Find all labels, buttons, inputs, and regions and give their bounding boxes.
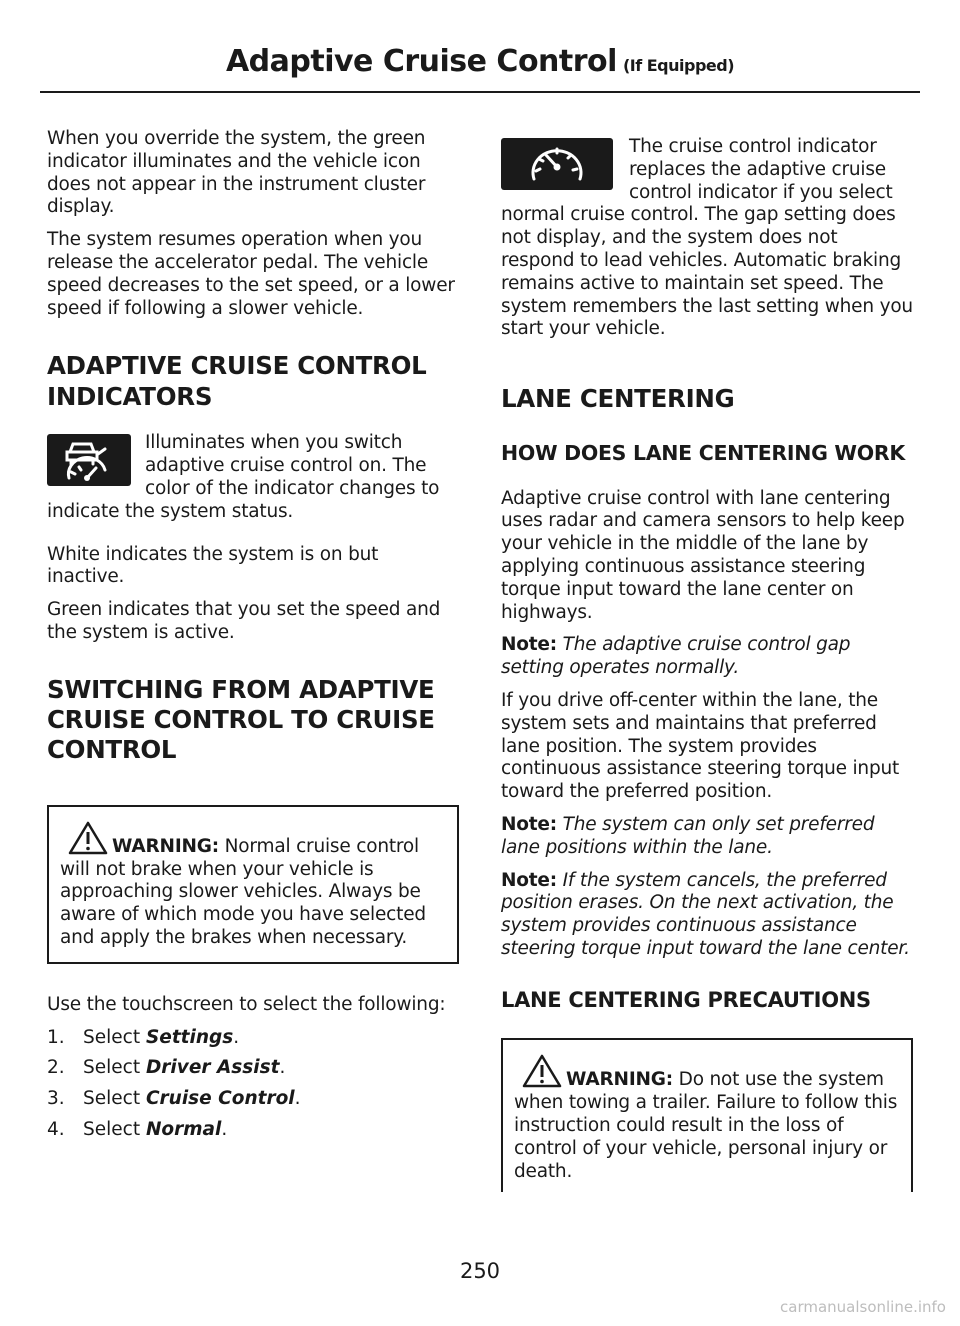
- warning-label: WARNING:: [566, 1069, 673, 1091]
- paragraph-white-status: White indicates the system is on but inactive.: [47, 543, 379, 588]
- header-rule: [40, 91, 920, 93]
- warning-text: Normal cruise control will not brake when your vehicle is approaching slower vehicles. Always be aware of which mode you have selected and apply the brakes when necessary.: [60, 835, 426, 948]
- menu-cruise-control: Cruise Control: [145, 1088, 295, 1110]
- heading-how-lane-centering-works: HOW DOES LANE CENTERING WORK: [501, 441, 905, 466]
- heading-indicators: ADAPTIVE CRUISE CONTROL INDICATORS: [47, 351, 427, 412]
- paragraph-offcenter: If you drive off-center within the lane, the system sets and maintains that preferred lane position. The system provides continuous assistance steering torque input toward the preferred position.: [501, 690, 900, 803]
- adaptive-cruise-indicator-icon: [47, 434, 131, 486]
- page-title: [0, 44, 960, 79]
- menu-normal: Normal: [145, 1118, 222, 1140]
- warning-triangle-icon: [522, 1054, 562, 1088]
- page-title-text: Adaptive Cruise Control: [225, 44, 617, 79]
- warning-text: Do not use the system when towing a trailer. Failure to follow this instruction could result in the loss of control of your vehicle, personal injury or death.: [514, 1069, 898, 1182]
- paragraph-override: When you override the system, the green indicator illuminates and the vehicle icon does not appear in the instrument cluster display.: [47, 128, 426, 218]
- heading-switching: SWITCHING FROM ADAPTIVE CRUISE CONTROL TO CRUISE CONTROL: [47, 674, 435, 764]
- warning-box-cruise: [47, 805, 459, 964]
- page-number: 250: [459, 1259, 501, 1283]
- list-item: 2. Select Driver Assist.: [47, 1057, 286, 1079]
- warning-paragraph-towing: [514, 1054, 901, 1183]
- indicator-block: [47, 432, 459, 543]
- speedometer-icon: [501, 138, 613, 190]
- watermark: carmanualsonline.info: [780, 1298, 946, 1316]
- warning-label: WARNING:: [112, 835, 219, 857]
- heading-lane-centering: LANE CENTERING: [501, 384, 735, 414]
- paragraph-resume: The system resumes operation when you release the accelerator pedal. The vehicle speed decreases to the set speed, or a lower speed if following a slower vehicle.: [47, 229, 455, 319]
- paragraph-how: Adaptive cruise control with lane centering uses radar and camera sensors to help keep your vehicle in the middle of the lane by applying continuous assistance steering torque input toward the lane center on highways.: [501, 487, 905, 623]
- left-column: [47, 128, 459, 1150]
- paragraph-green-status: Green indicates that you set the speed and the system is active.: [47, 599, 441, 643]
- cruise-indicator-block: [501, 136, 913, 383]
- list-item: 4. Select Normal.: [47, 1118, 228, 1140]
- paragraph-cruise-indicator: The cruise control indicator replaces the adaptive cruise control indicator if you select normal cruise control. The gap setting does not display, and the system does not respond to lead vehicles. Automatic braking remains active to maintain set speed. The system remembers the last setting when you start your vehicle.: [501, 136, 913, 340]
- warning-triangle-icon: [68, 821, 108, 855]
- warning-box-towing: [501, 1038, 913, 1192]
- list-item: 3. Select Cruise Control.: [47, 1088, 301, 1110]
- warning-paragraph: [60, 821, 447, 950]
- paragraph-touchscreen: Use the touchscreen to select the following:: [47, 993, 446, 1015]
- note-2: Note: The system can only set preferred lane positions within the lane.: [501, 814, 875, 858]
- right-column: [501, 136, 913, 1192]
- list-item: 1. Select Settings.: [47, 1026, 240, 1048]
- steps-list: [47, 1027, 459, 1142]
- heading-precautions: LANE CENTERING PRECAUTIONS: [501, 987, 871, 1012]
- note-3: Note: If the system cancels, the preferred position erases. On the next activation, the system provides continuous assistance steering torque input toward the lane center.: [501, 869, 910, 960]
- paragraph-indicator: Illuminates when you switch adaptive cruise control on. The color of the indicator changes to indicate the system status.: [47, 432, 440, 522]
- note-1: Note: The adaptive cruise control gap setting operates normally.: [501, 634, 851, 679]
- menu-settings: Settings: [145, 1026, 234, 1048]
- page-title-subtitle: (If Equipped): [622, 56, 735, 75]
- menu-driver-assist: Driver Assist: [145, 1057, 280, 1079]
